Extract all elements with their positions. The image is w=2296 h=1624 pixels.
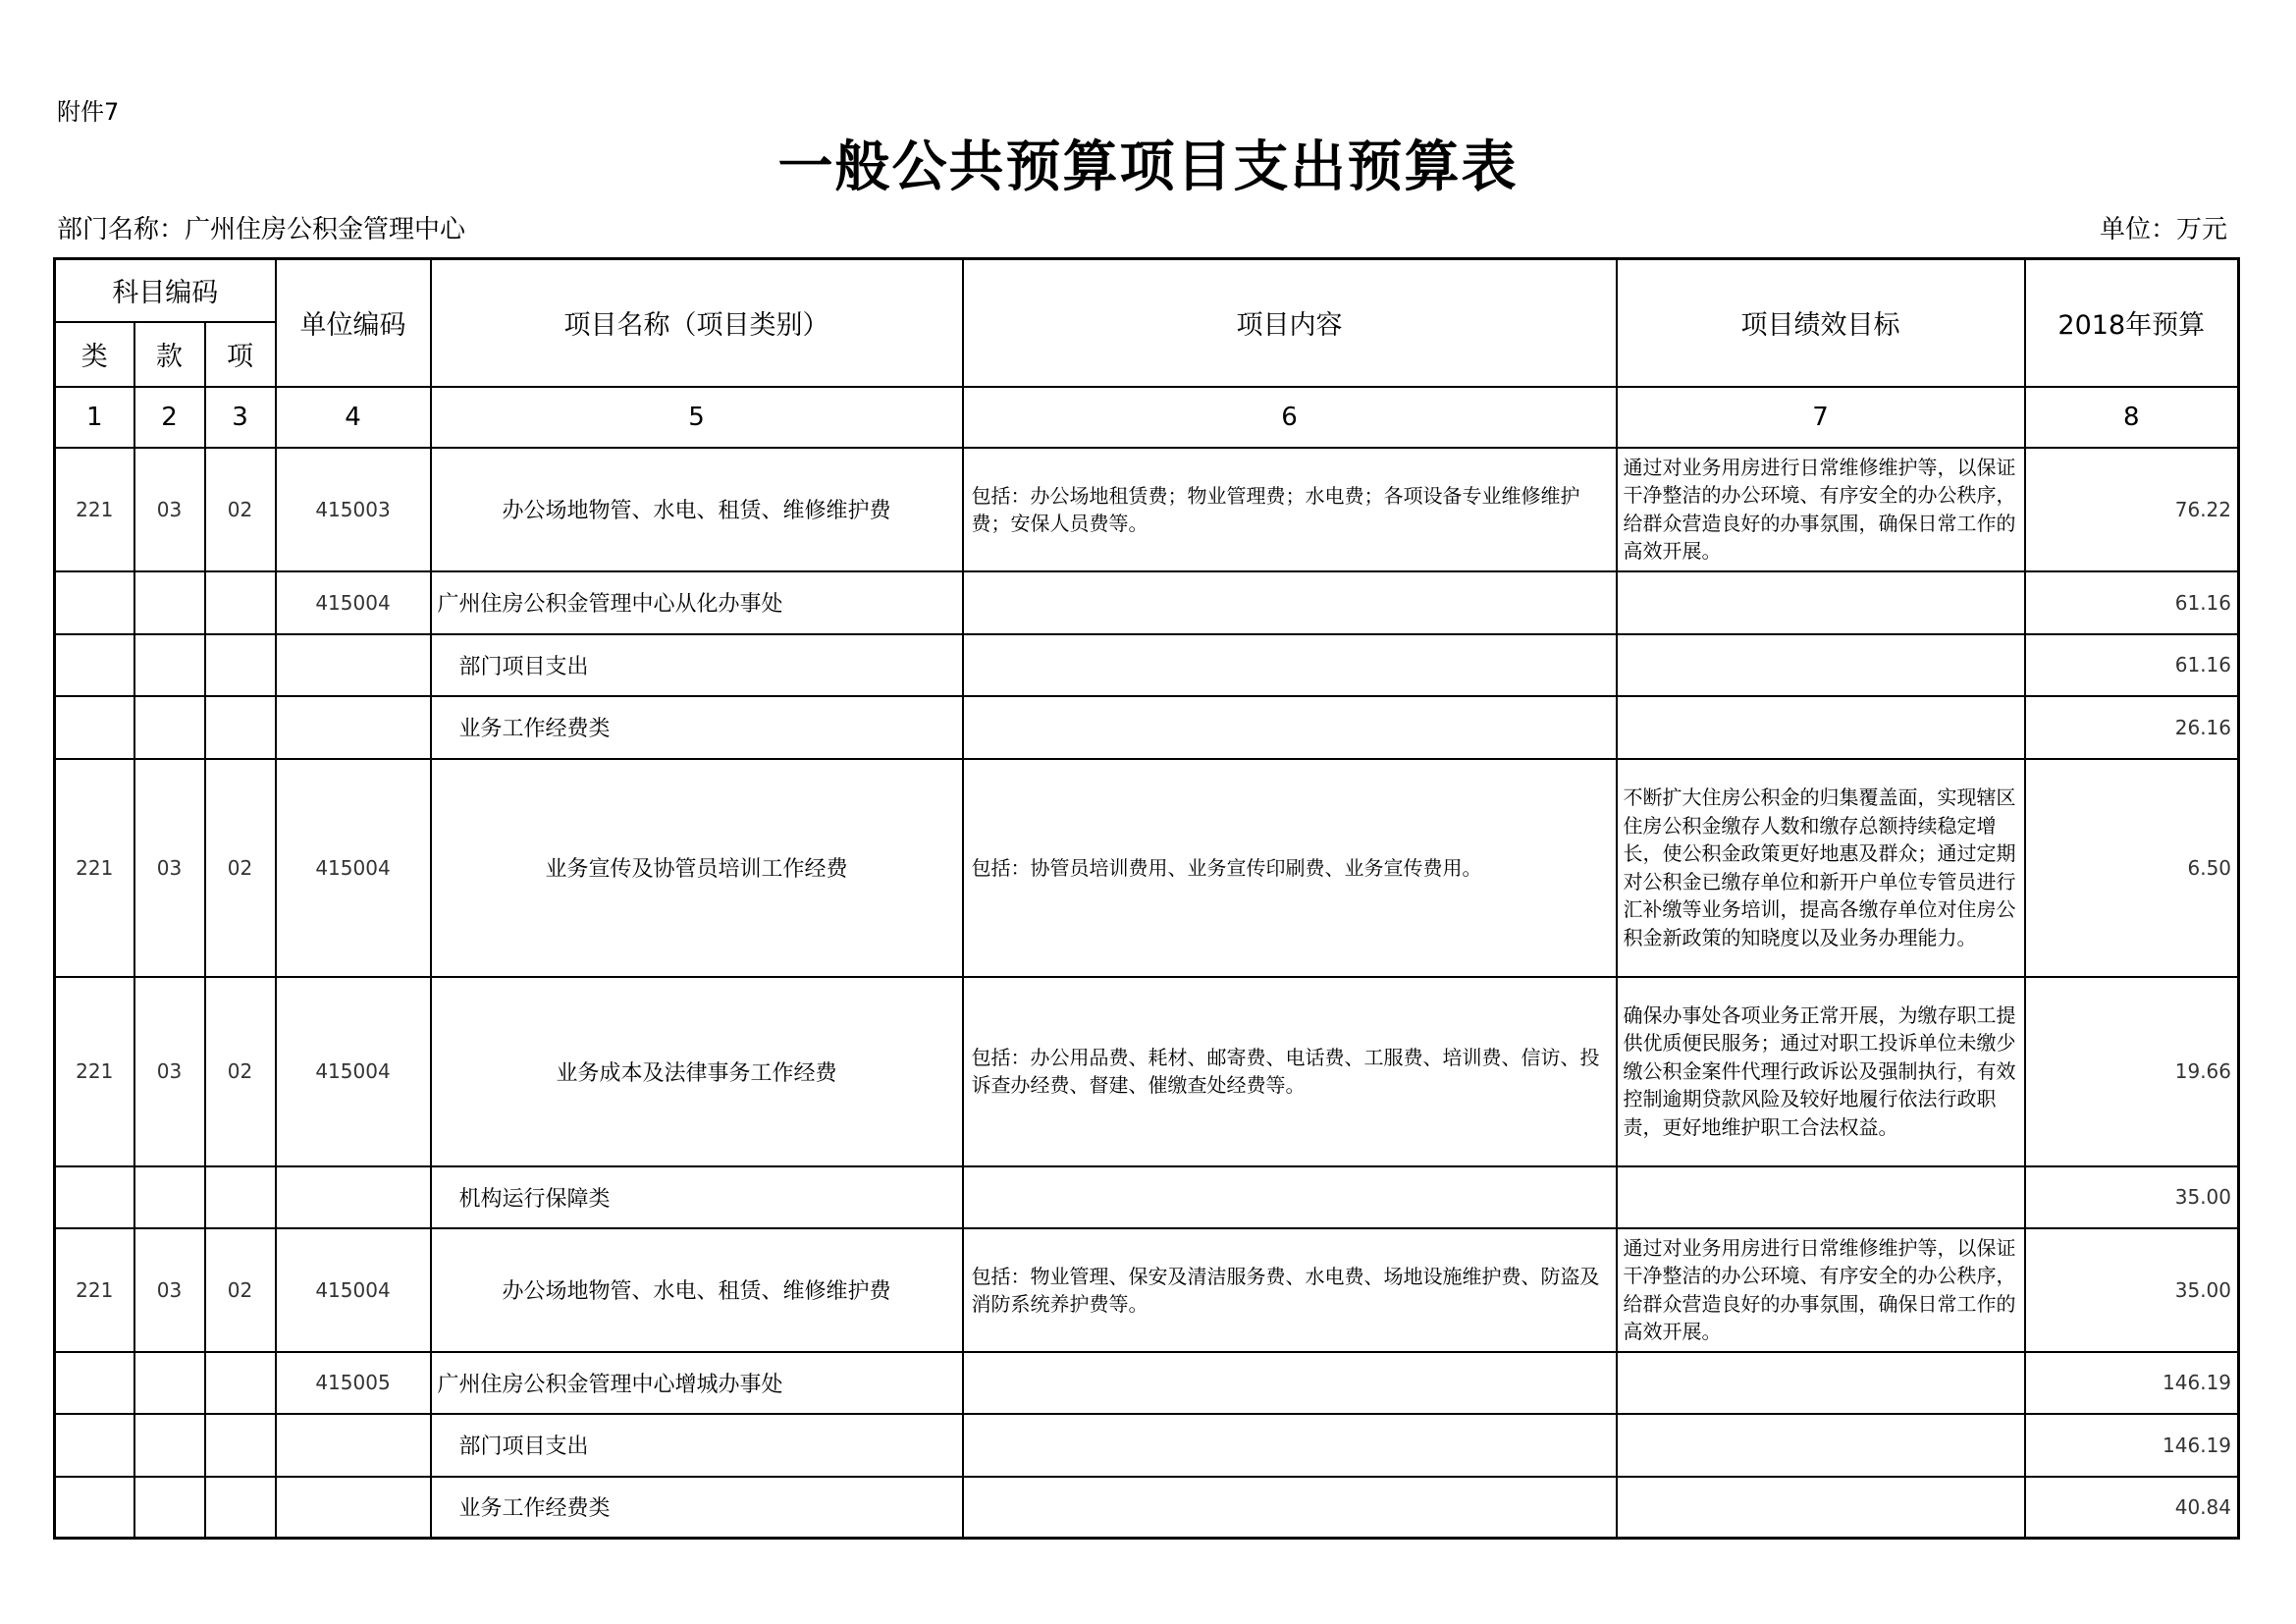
column-number: 6 (963, 387, 1617, 448)
attachment-label: 附件7 (57, 98, 120, 126)
lei-cell: 221 (55, 977, 134, 1166)
project-content-cell: 包括：协管员培训费用、业务宣传印刷费、业务宣传费用。 (963, 759, 1617, 977)
xiang-cell: 02 (205, 977, 276, 1166)
table-row (55, 448, 2239, 571)
amount-cell: 19.66 (2025, 977, 2239, 1166)
unit-code-cell (276, 1414, 431, 1477)
amount-cell: 146.19 (2025, 1414, 2239, 1477)
project-name-cell: 部门项目支出 (431, 1414, 963, 1477)
table-row (55, 1166, 2239, 1228)
kuan-cell (134, 1352, 205, 1414)
header-xiang: 项 (205, 322, 276, 387)
unit-code-cell (276, 1166, 431, 1228)
amount-cell: 6.50 (2025, 759, 2239, 977)
unit-code-cell (276, 634, 431, 696)
project-name-cell: 机构运行保障类 (431, 1166, 963, 1228)
column-number: 3 (205, 387, 276, 448)
column-number: 4 (276, 387, 431, 448)
amount-cell: 146.19 (2025, 1352, 2239, 1414)
kuan-cell (134, 1166, 205, 1228)
kuan-cell: 03 (134, 1228, 205, 1352)
lei-cell (55, 634, 134, 696)
table-row (55, 1414, 2239, 1477)
table-row (55, 977, 2239, 1166)
xiang-cell (205, 1352, 276, 1414)
amount-cell: 61.16 (2025, 634, 2239, 696)
project-name-cell: 业务宣传及协管员培训工作经费 (431, 759, 963, 977)
project-content-cell (963, 1477, 1617, 1539)
project-name-cell: 广州住房公积金管理中心从化办事处 (431, 571, 963, 634)
performance-target-cell: 确保办事处各项业务正常开展，为缴存职工提供优质便民服务；通过对职工投诉单位未缴少缴公积金案件代理行政诉讼及强制执行，有效控制逾期贷款风险及较好地履行依法行政职责，更好地维护职工合法权益。 (1617, 977, 2025, 1166)
amount-cell: 35.00 (2025, 1166, 2239, 1228)
unit-label: 单位：万元 (2099, 215, 2227, 244)
xiang-cell (205, 1414, 276, 1477)
header-subject-code: 科目编码 (55, 259, 276, 322)
kuan-cell (134, 571, 205, 634)
lei-cell: 221 (55, 759, 134, 977)
amount-cell: 40.84 (2025, 1477, 2239, 1539)
unit-code-cell: 415004 (276, 1228, 431, 1352)
performance-target-cell: 不断扩大住房公积金的归集覆盖面，实现辖区住房公积金缴存人数和缴存总额持续稳定增长，使公积金政策更好地惠及群众；通过定期对公积金已缴存单位和新开户单位专管员进行汇补缴等业务培训，提高各缴存单位对住房公积金新政策的知晓度以及业务办理能力。 (1617, 759, 2025, 977)
amount-cell: 61.16 (2025, 571, 2239, 634)
column-number: 5 (431, 387, 963, 448)
kuan-cell (134, 634, 205, 696)
kuan-cell (134, 696, 205, 759)
project-name-cell: 业务成本及法律事务工作经费 (431, 977, 963, 1166)
performance-target-cell (1617, 1166, 2025, 1228)
project-name-cell: 办公场地物管、水电、租赁、维修维护费 (431, 1228, 963, 1352)
header-lei: 类 (55, 322, 134, 387)
performance-target-cell (1617, 634, 2025, 696)
amount-cell: 26.16 (2025, 696, 2239, 759)
amount-cell: 76.22 (2025, 448, 2239, 571)
project-content-cell (963, 571, 1617, 634)
lei-cell (55, 1477, 134, 1539)
unit-code-cell: 415004 (276, 571, 431, 634)
unit-code-cell: 415004 (276, 759, 431, 977)
column-number: 1 (55, 387, 134, 448)
table-row (55, 634, 2239, 696)
project-name-cell: 办公场地物管、水电、租赁、维修维护费 (431, 448, 963, 571)
performance-target-cell (1617, 1477, 2025, 1539)
lei-cell (55, 1414, 134, 1477)
xiang-cell: 02 (205, 448, 276, 571)
xiang-cell (205, 1166, 276, 1228)
xiang-cell (205, 696, 276, 759)
project-content-cell (963, 1166, 1617, 1228)
project-content-cell (963, 634, 1617, 696)
table-row (55, 759, 2239, 977)
column-number: 7 (1617, 387, 2025, 448)
amount-cell: 35.00 (2025, 1228, 2239, 1352)
budget-table (53, 257, 2240, 1540)
performance-target-cell: 通过对业务用房进行日常维修维护等，以保证干净整洁的办公环境、有序安全的办公秩序，给群众营造良好的办事氛围，确保日常工作的高效开展。 (1617, 448, 2025, 571)
unit-code-cell (276, 1477, 431, 1539)
lei-cell (55, 696, 134, 759)
xiang-cell: 02 (205, 759, 276, 977)
department-name: 部门名称：广州住房公积金管理中心 (57, 215, 466, 244)
performance-target-cell (1617, 1414, 2025, 1477)
kuan-cell (134, 1477, 205, 1539)
header-kuan: 款 (134, 322, 205, 387)
table-row (55, 571, 2239, 634)
header-performance-target: 项目绩效目标 (1617, 259, 2025, 387)
header-unit-code: 单位编码 (276, 259, 431, 387)
xiang-cell (205, 571, 276, 634)
performance-target-cell (1617, 1352, 2025, 1414)
performance-target-cell (1617, 696, 2025, 759)
project-name-cell: 业务工作经费类 (431, 1477, 963, 1539)
kuan-cell: 03 (134, 977, 205, 1166)
kuan-cell: 03 (134, 759, 205, 977)
project-name-cell: 广州住房公积金管理中心增城办事处 (431, 1352, 963, 1414)
table-row (55, 1477, 2239, 1539)
xiang-cell: 02 (205, 1228, 276, 1352)
project-name-cell: 业务工作经费类 (431, 696, 963, 759)
column-number-row (55, 387, 2239, 448)
project-content-cell (963, 1352, 1617, 1414)
page-title: 一般公共预算项目支出预算表 (777, 135, 1519, 199)
header-project-name: 项目名称（项目类别） (431, 259, 963, 387)
unit-code-cell: 415004 (276, 977, 431, 1166)
lei-cell (55, 1352, 134, 1414)
project-content-cell (963, 696, 1617, 759)
project-content-cell: 包括：物业管理、保安及清洁服务费、水电费、场地设施维护费、防盗及消防系统养护费等。 (963, 1228, 1617, 1352)
project-name-cell: 部门项目支出 (431, 634, 963, 696)
kuan-cell: 03 (134, 448, 205, 571)
project-content-cell: 包括：办公场地租赁费；物业管理费；水电费；各项设备专业维修维护费；安保人员费等。 (963, 448, 1617, 571)
column-number: 2 (134, 387, 205, 448)
unit-code-cell (276, 696, 431, 759)
performance-target-cell: 通过对业务用房进行日常维修维护等，以保证干净整洁的办公环境、有序安全的办公秩序，给群众营造良好的办事氛围，确保日常工作的高效开展。 (1617, 1228, 2025, 1352)
performance-target-cell (1617, 571, 2025, 634)
kuan-cell (134, 1414, 205, 1477)
unit-code-cell: 415005 (276, 1352, 431, 1414)
lei-cell: 221 (55, 1228, 134, 1352)
xiang-cell (205, 1477, 276, 1539)
lei-cell (55, 1166, 134, 1228)
table-row (55, 1228, 2239, 1352)
project-content-cell (963, 1414, 1617, 1477)
unit-code-cell: 415003 (276, 448, 431, 571)
column-number: 8 (2025, 387, 2239, 448)
header-budget-2018: 2018年预算 (2025, 259, 2239, 387)
lei-cell (55, 571, 134, 634)
xiang-cell (205, 634, 276, 696)
header-project-content: 项目内容 (963, 259, 1617, 387)
project-content-cell: 包括：办公用品费、耗材、邮寄费、电话费、工服费、培训费、信访、投诉查办经费、督建、催缴查处经费等。 (963, 977, 1617, 1166)
table-row (55, 696, 2239, 759)
table-row (55, 1352, 2239, 1414)
lei-cell: 221 (55, 448, 134, 571)
